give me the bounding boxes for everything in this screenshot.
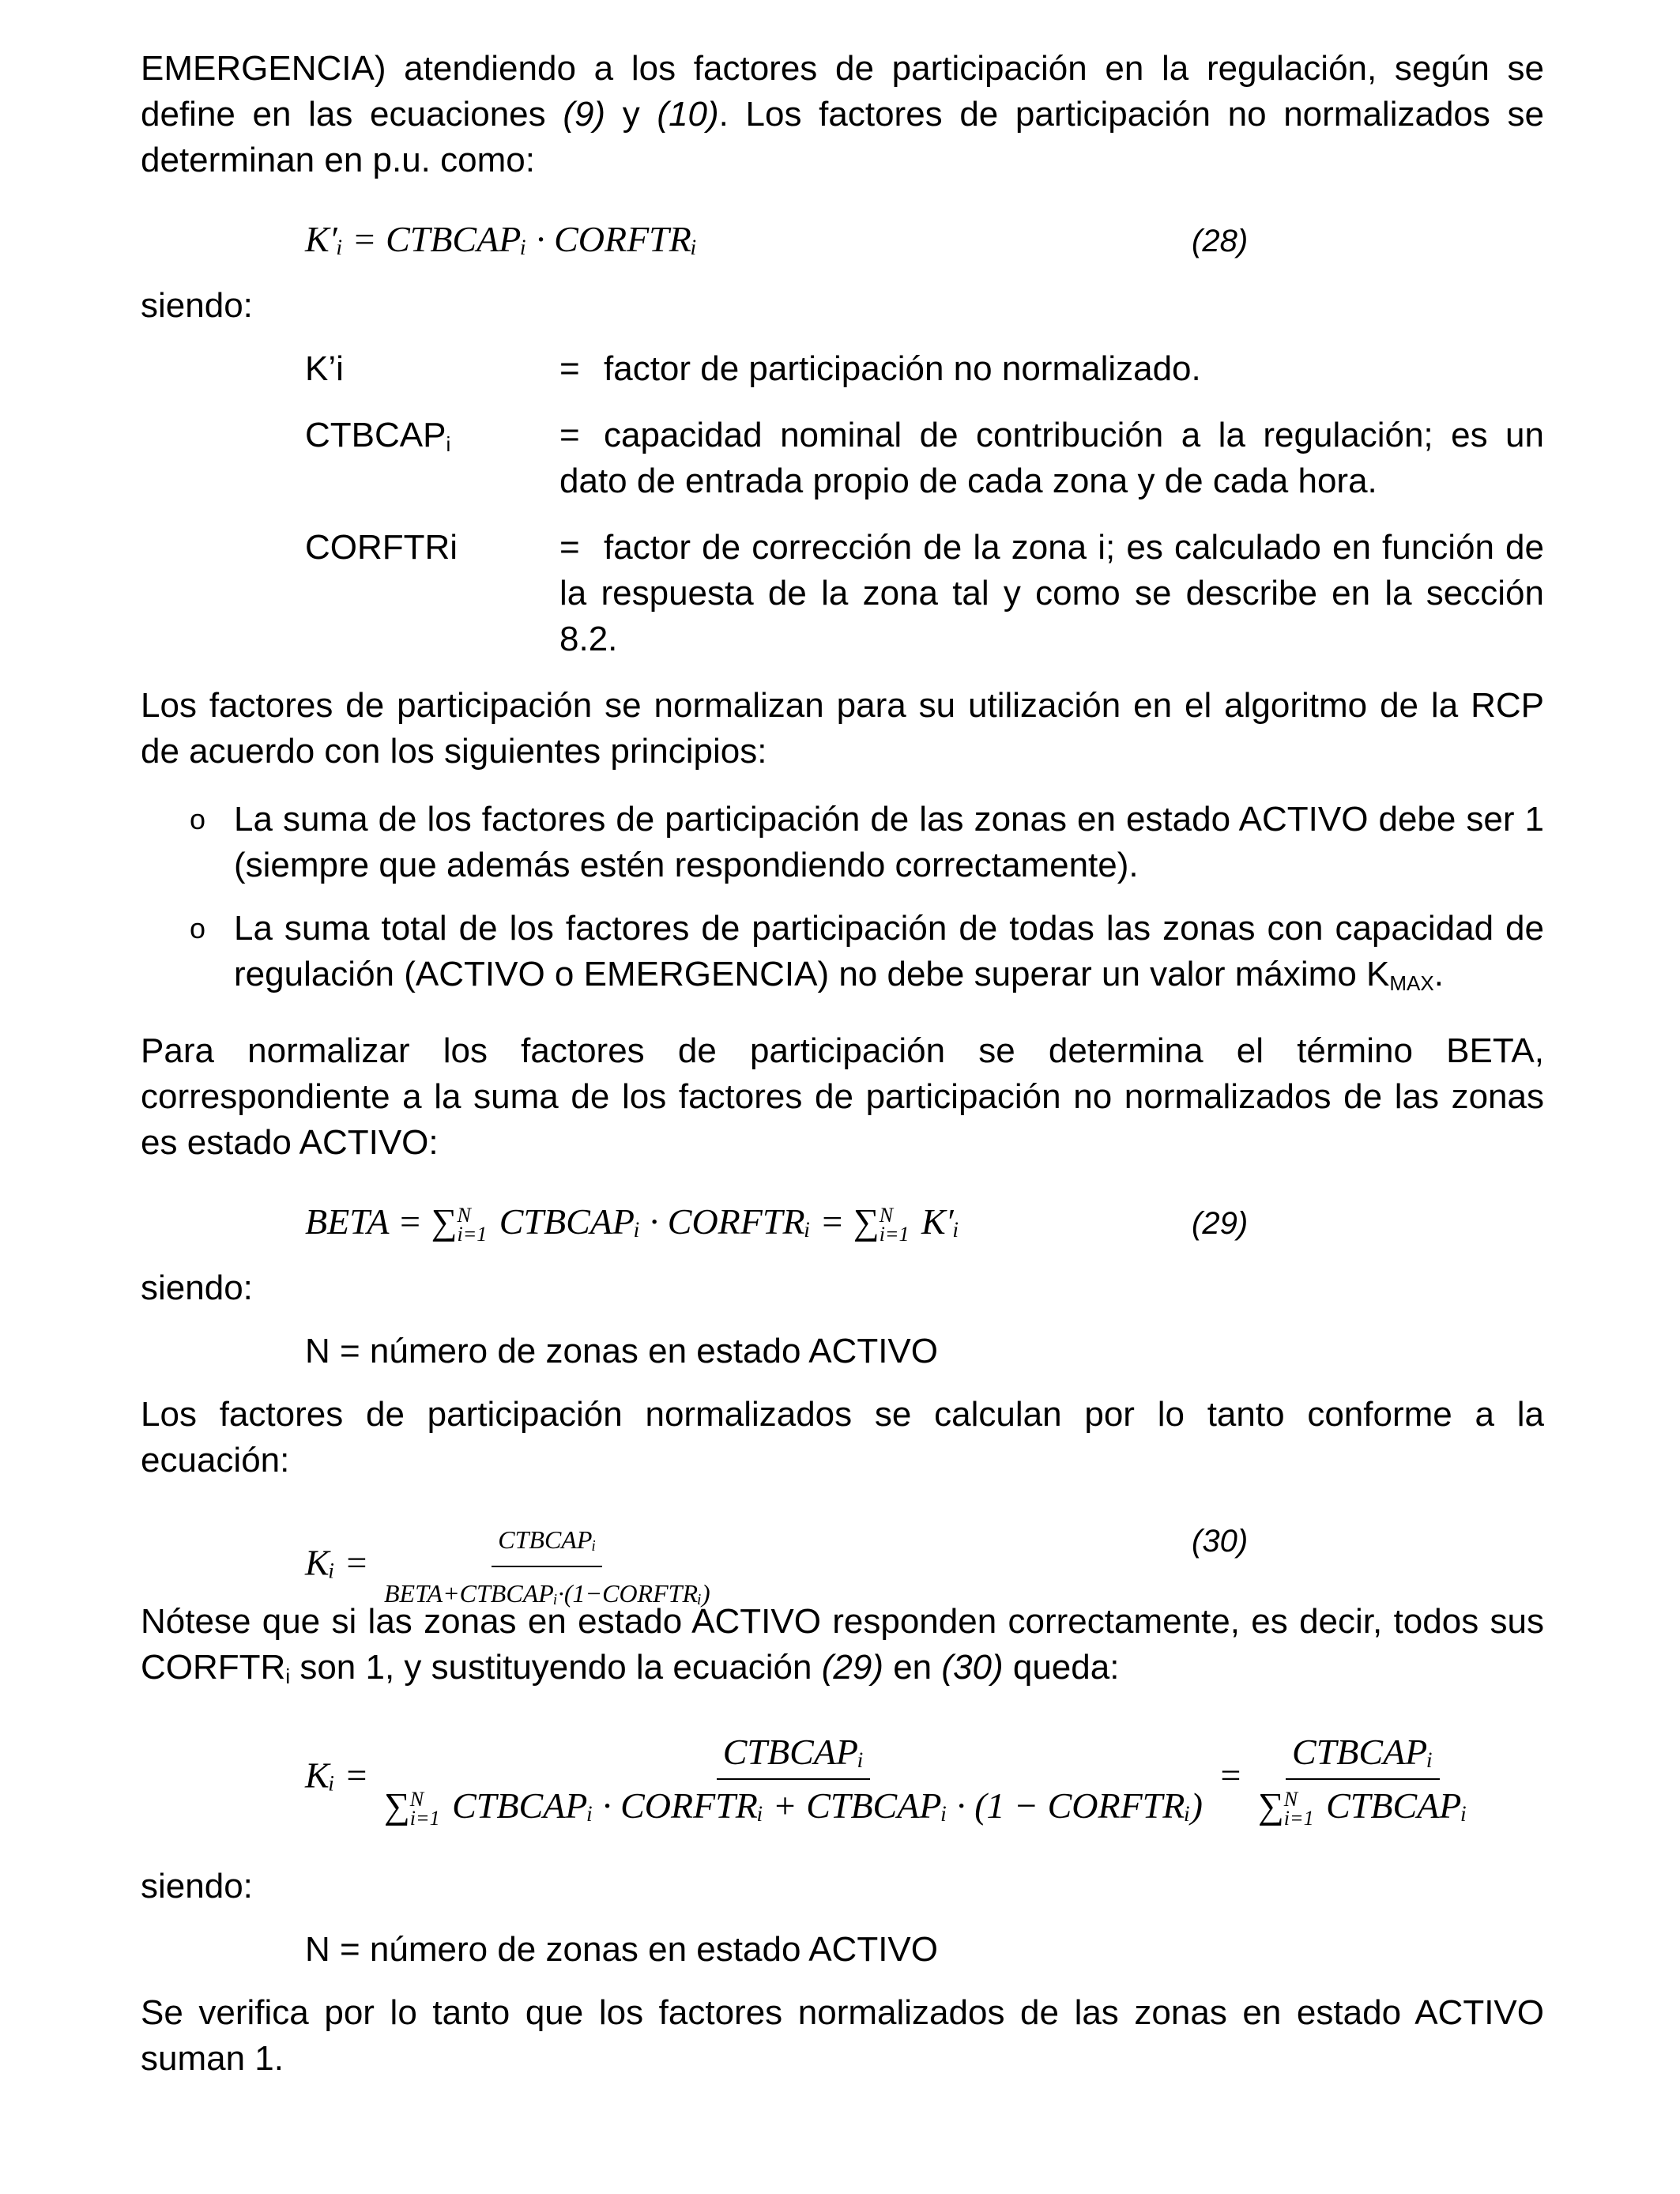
sum-upper-limit: N — [457, 1204, 471, 1227]
text-segment: La suma total de los factores de participación de todas las zonas con capacidad de regulación (ACTIVO o EMERGENCIA) no debe superar un valor máximo K — [234, 909, 1544, 993]
sum-lower-limit: i=1 — [409, 1807, 440, 1830]
paragraph-principles: Los factores de participación se normalizan para su utilización en el algoritmo de la RCP de acuerdo con los siguientes principios: — [141, 686, 1544, 771]
definition-text: factor de participación no normalizado. — [604, 349, 1201, 388]
n-definition: N = número de zonas en estado ACTIVO — [305, 1332, 939, 1370]
fraction — [1252, 1729, 1474, 1829]
fraction-denominator: BETA+CTBCAPᵢ·(1−CORFTRᵢ) — [384, 1579, 710, 1608]
definition-term: K’i — [305, 349, 344, 388]
equation-middle: CTBCAPᵢ · CORFTRᵢ = — [490, 1201, 853, 1242]
fraction-denominator — [378, 1780, 1209, 1829]
equals-sign: = — [559, 349, 580, 388]
definition-term — [305, 413, 559, 504]
fraction-denominator — [1252, 1780, 1474, 1829]
sum-upper-limit: N — [1283, 1788, 1298, 1811]
definition-description — [559, 413, 1544, 504]
sum-lower-limit: i=1 — [879, 1223, 910, 1246]
n-definition: N = número de zonas en estado ACTIVO — [305, 1930, 939, 1969]
definition-text: capacidad nominal de contribución a la regulación; es un dato de entrada propio de cada zona y de cada hora. — [559, 416, 1544, 500]
fraction — [378, 1729, 1209, 1829]
siendo-label: siendo: — [141, 286, 253, 325]
equation-28 — [141, 205, 1544, 277]
equation-number: (30) — [1192, 1524, 1249, 1559]
definition-term: CORFTRi — [305, 528, 458, 567]
equation-29 — [141, 1188, 1544, 1259]
term-text: CTBCAP — [305, 416, 446, 454]
sum-limits — [457, 1206, 487, 1244]
equation-lhs: BETA = — [305, 1201, 431, 1242]
denominator-text: CTBCAPᵢ · CORFTRᵢ + CTBCAPᵢ · (1 − CORFTRᵢ) — [443, 1785, 1203, 1826]
kmax-subscript: MAX — [1389, 971, 1434, 995]
document-page — [141, 46, 1544, 2104]
list-item — [141, 906, 1544, 1006]
equation-expression — [305, 1729, 1474, 1829]
subscript: i — [285, 1664, 291, 1688]
fraction-numerator: CTBCAPᵢ — [492, 1517, 602, 1567]
equation-number: (28) — [1192, 224, 1249, 258]
sum-upper-limit: N — [879, 1204, 894, 1227]
definition-description — [559, 346, 1544, 392]
siendo-label: siendo: — [141, 1269, 253, 1307]
paragraph-intro — [141, 46, 1544, 183]
siendo-label: siendo: — [141, 1867, 253, 1906]
list-item-text: La suma de los factores de participación de las zonas en estado ACTIVO debe ser 1 (siempre que además estén respondiendo correctamente). — [234, 800, 1544, 884]
principles-list — [141, 797, 1544, 1006]
equation-number: (29) — [1192, 1206, 1249, 1241]
text-segment: EMERGENCIA) atendiendo a los factores de participación en la regulación, según se define en las ecuaciones — [141, 49, 1544, 134]
text-segment: son 1, y sustituyendo la ecuación — [290, 1648, 822, 1687]
bullet-circle-icon: o — [190, 912, 206, 944]
sum-limits — [880, 1206, 910, 1244]
definition-row — [305, 525, 1544, 662]
definition-row — [305, 413, 1544, 504]
list-item-text — [234, 906, 1544, 1006]
bullet-circle-icon: o — [190, 803, 206, 835]
sum-symbol: ∑ — [384, 1785, 410, 1826]
equation-rhs: K′ᵢ — [912, 1201, 959, 1242]
text-segment: . Los factores de participación no normalizados se determinan en p.u. como: — [141, 95, 1545, 179]
equation-lhs: Kᵢ = — [305, 1542, 378, 1583]
equation-substituted — [141, 1721, 1544, 1848]
text-segment: y — [605, 95, 657, 134]
equation-reference: (9) — [563, 95, 606, 134]
sum-symbol: ∑ — [431, 1201, 458, 1242]
text-segment: . — [1433, 955, 1444, 993]
sum-symbol: ∑ — [1258, 1785, 1284, 1826]
equation-reference: (29) — [821, 1648, 883, 1687]
sum-limits — [1284, 1790, 1314, 1828]
text-segment: queda: — [1003, 1648, 1120, 1687]
text-segment: en — [883, 1648, 942, 1687]
denominator-text: CTBCAPᵢ — [1317, 1785, 1467, 1826]
paragraph-beta: Para normalizar los factores de participación se determina el término BETA, correspondiente a la suma de los factores de participación no normalizados de las zonas es estado ACTIVO: — [141, 1031, 1544, 1162]
equals-sign: = — [1208, 1755, 1252, 1796]
definition-description — [559, 525, 1544, 662]
paragraph-conclusion: Se verifica por lo tanto que los factores normalizados de las zonas en estado ACTIVO suman 1. — [141, 1993, 1544, 2078]
equation-30 — [141, 1506, 1544, 1608]
paragraph-normalized: Los factores de participación normalizados se calculan por lo tanto conforme a la ecuación: — [141, 1395, 1544, 1480]
equation-expression: K′ᵢ = CTBCAPᵢ · CORFTRᵢ — [305, 219, 698, 259]
list-item — [141, 797, 1544, 888]
equation-lhs: Kᵢ = — [305, 1755, 378, 1796]
equation-reference: (30) — [941, 1648, 1004, 1687]
sum-limits — [410, 1790, 440, 1828]
definition-text: factor de corrección de la zona i; es calculado en función de la respuesta de la zona tal y como se describe en la sección 8.2. — [559, 528, 1544, 658]
fraction-numerator: CTBCAPᵢ — [1286, 1729, 1440, 1780]
equation-expression — [305, 1199, 959, 1245]
equation-reference: (10) — [657, 95, 719, 134]
sum-upper-limit: N — [409, 1788, 424, 1811]
equals-sign: = — [559, 416, 580, 454]
equation-expression — [305, 1517, 717, 1616]
definition-row — [305, 346, 1544, 392]
term-subscript: i — [446, 432, 451, 456]
definitions-list — [305, 346, 1544, 662]
text-segment: Nótese que si las zonas en estado ACTIVO responden correctamente, es decir, todos sus CORFTR — [141, 1602, 1544, 1687]
equals-sign: = — [559, 528, 580, 567]
fraction-numerator: CTBCAPᵢ — [717, 1729, 871, 1780]
sum-symbol: ∑ — [853, 1201, 880, 1242]
sum-lower-limit: i=1 — [1283, 1807, 1314, 1830]
fraction — [378, 1517, 717, 1616]
sum-lower-limit: i=1 — [457, 1223, 488, 1246]
